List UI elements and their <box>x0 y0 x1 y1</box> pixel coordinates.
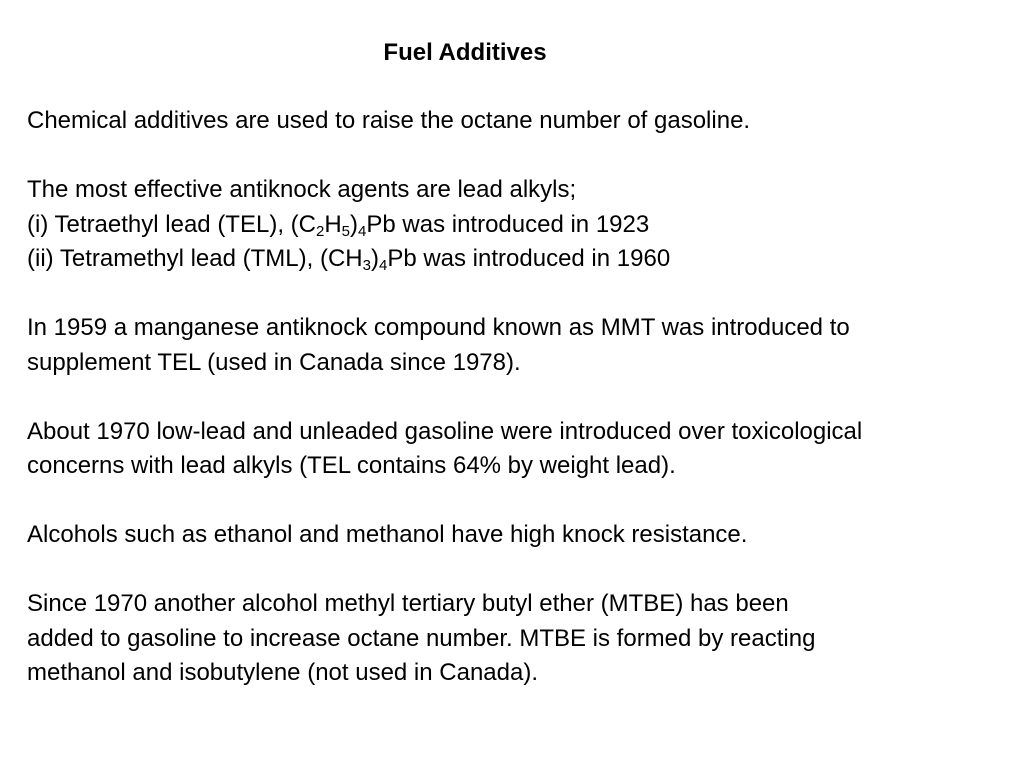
tml-subscript-group: 4 <box>378 257 388 274</box>
list-item-tml <box>27 242 1017 277</box>
tml-prefix: (ii) Tetramethyl lead (TML), (CH <box>27 245 363 272</box>
paragraph-mmt-line2: supplement TEL (used in Canada since 1978). <box>27 348 521 376</box>
spacer <box>27 553 1017 588</box>
tel-prefix: (i) Tetraethyl lead (TEL), (C <box>27 210 316 238</box>
tel-subscript-c: 2 <box>315 222 325 240</box>
spacer <box>27 139 1017 174</box>
list-item-tel <box>27 208 1017 243</box>
spacer <box>27 484 1017 519</box>
tml-paren: ) <box>370 245 379 272</box>
paragraph-lead-alkyls-intro: The most effective antiknock agents are lead alkyls; <box>27 176 577 203</box>
paragraph-mtbe-line2: added to gasoline to increase octane number. MTBE is formed by reacting <box>27 624 816 652</box>
paragraph-mtbe-line3: methanol and isobutylene (not used in Canada). <box>27 659 539 686</box>
tel-paren: ) <box>350 210 359 238</box>
tml-subscript-h: 3 <box>362 257 371 274</box>
paragraph-alcohols: Alcohols such as ethanol and methanol have high knock resistance. <box>27 521 748 548</box>
paragraph-unleaded-line1: About 1970 low-lead and unleaded gasoline were introduced over toxicological <box>27 417 863 445</box>
paragraph-mmt-line1: In 1959 a manganese antiknock compound known as MMT was introduced to <box>27 314 850 341</box>
tel-subscript-h: 5 <box>341 222 351 240</box>
tel-subscript-group: 4 <box>358 222 367 240</box>
paragraph-octane: Chemical additives are used to raise the octane number of gasoline. <box>27 107 751 134</box>
paragraph-mtbe-line1: Since 1970 another alcohol methyl tertiary butyl ether (MTBE) has been <box>27 590 789 617</box>
tel-suffix: Pb was introduced in 1923 <box>366 210 650 238</box>
spacer <box>27 380 1017 415</box>
spacer <box>27 277 1017 312</box>
tml-suffix: Pb was introduced in 1960 <box>387 245 671 272</box>
tel-h: H <box>324 210 342 238</box>
paragraph-unleaded-line2: concerns with lead alkyls (TEL contains 64% by weight lead). <box>27 452 676 479</box>
slide-body <box>27 104 1017 691</box>
slide-title: Fuel Additives <box>383 39 547 66</box>
